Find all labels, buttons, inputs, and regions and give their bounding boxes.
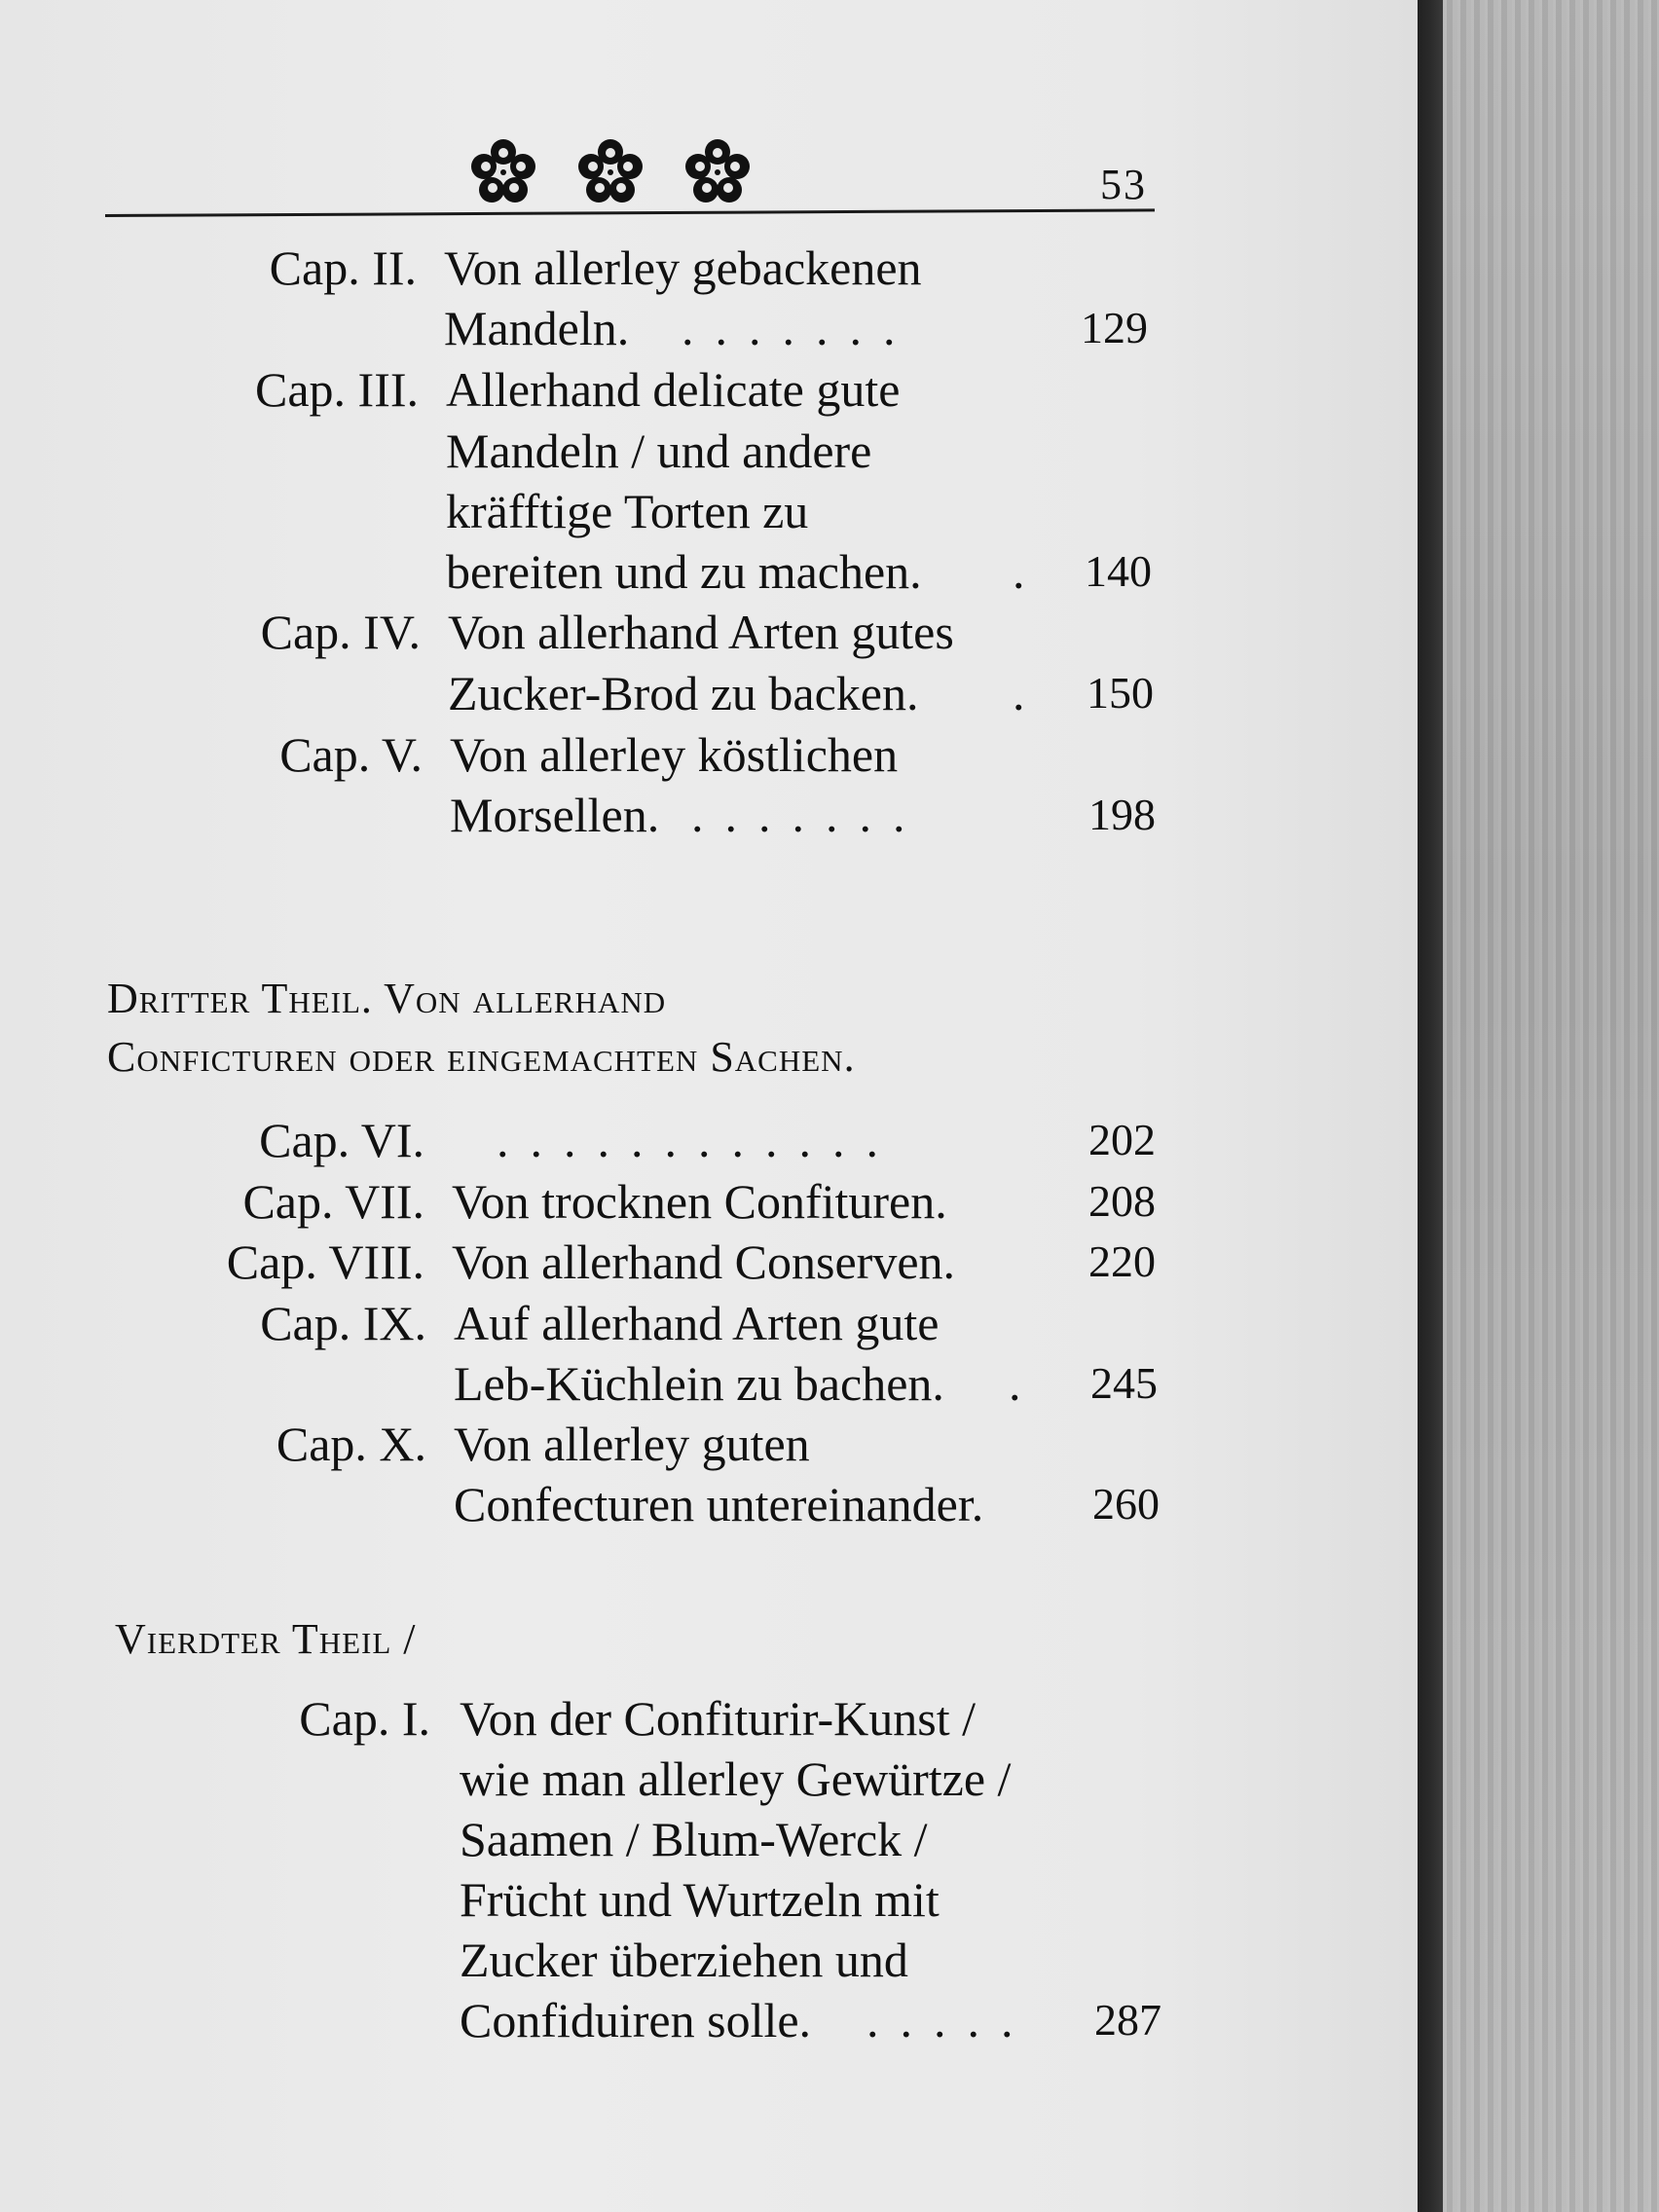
chapter-label: Cap. II. <box>269 240 417 295</box>
ornament-row <box>469 138 752 216</box>
chapter-title-line: Confecturen untereinander. <box>454 1477 984 1531</box>
chapter-title-line: kräfftige Torten zu <box>446 484 809 538</box>
chapter-page: 150 <box>1087 668 1154 718</box>
leader-dots: ............ <box>497 1113 900 1167</box>
chapter-title-line: Von allerley gebackenen <box>444 240 922 295</box>
chapter-title-line: Morsellen. <box>450 788 660 842</box>
page-number: 53 <box>1100 161 1147 208</box>
chapter-label: Cap. VIII. <box>226 1235 424 1289</box>
chapter-title-line: Zucker überziehen und <box>460 1933 908 1987</box>
cover-edge <box>1414 0 1443 2212</box>
part-heading-line: Conficturen oder eingemachten Sachen. <box>107 1033 856 1081</box>
chapter-title-line: Saamen / Blum-Werck / <box>460 1812 928 1866</box>
chapter-title-line: Von allerhand Conserven. <box>452 1235 956 1289</box>
chapter-title-line: Von der Confiturir-Kunst / <box>460 1691 976 1746</box>
leader-dots: ....... <box>682 301 917 355</box>
chapter-label: Cap. VI. <box>259 1113 424 1167</box>
chapter-page: 202 <box>1088 1115 1156 1164</box>
leader-dots: ....... <box>691 788 927 842</box>
chapter-title-line: wie man allerley Gewürtze / <box>460 1751 1012 1806</box>
chapter-title-line: Confiduiren solle. <box>460 1993 812 2047</box>
chapter-title-line: Von trocknen Confituren. <box>452 1174 947 1229</box>
chapter-title-line: Mandeln / und andere <box>446 424 872 478</box>
chapter-page: 208 <box>1088 1176 1156 1226</box>
chapter-title-line: Von allerhand Arten gutes <box>448 605 954 659</box>
leader-dots: . <box>1013 544 1047 599</box>
chapter-label: Cap. IX. <box>260 1296 426 1350</box>
chapter-label: Cap. X. <box>276 1417 426 1471</box>
binding-background <box>1417 0 1659 2212</box>
chapter-label: Cap. IV. <box>260 605 421 659</box>
chapter-title-line: bereiten und zu machen. <box>446 544 922 599</box>
chapter-label: Cap. I. <box>299 1691 430 1746</box>
chapter-page: 245 <box>1090 1358 1158 1408</box>
chapter-page: 198 <box>1088 790 1156 839</box>
chapter-label: Cap. V. <box>279 727 423 782</box>
part-heading-line: Dritter Theil. Von allerhand <box>107 975 667 1022</box>
chapter-title-line: Frücht und Wurtzeln mit <box>460 1872 940 1927</box>
chapter-title-line: Von allerley guten <box>454 1417 810 1471</box>
chapter-title-line: Von allerley köstlichen <box>450 727 899 782</box>
chapter-title-line: Mandeln. <box>444 301 630 355</box>
part-heading: Vierdter Theil / <box>115 1615 417 1663</box>
chapter-page: 129 <box>1081 303 1148 352</box>
chapter-page: 260 <box>1092 1479 1160 1529</box>
chapter-title-line: Allerhand delicate gute <box>446 362 901 417</box>
chapter-title-line: Zucker-Brod zu backen. <box>448 666 919 720</box>
leader-dots: . <box>1013 666 1047 720</box>
leader-dots: . <box>1009 1356 1043 1411</box>
rosette-icon <box>683 138 752 206</box>
leader-dots: ..... <box>866 1993 1035 2047</box>
chapter-title-line: Leb-Küchlein zu bachen. <box>454 1356 944 1411</box>
chapter-title-line: Auf allerhand Arten gute <box>454 1296 940 1350</box>
chapter-label: Cap. III. <box>255 362 419 417</box>
chapter-label: Cap. VII. <box>242 1174 424 1229</box>
chapter-page: 140 <box>1085 546 1152 596</box>
chapter-page: 220 <box>1088 1236 1156 1286</box>
rosette-icon <box>576 138 645 206</box>
chapter-page: 287 <box>1094 1995 1161 2045</box>
rosette-icon <box>469 138 537 206</box>
